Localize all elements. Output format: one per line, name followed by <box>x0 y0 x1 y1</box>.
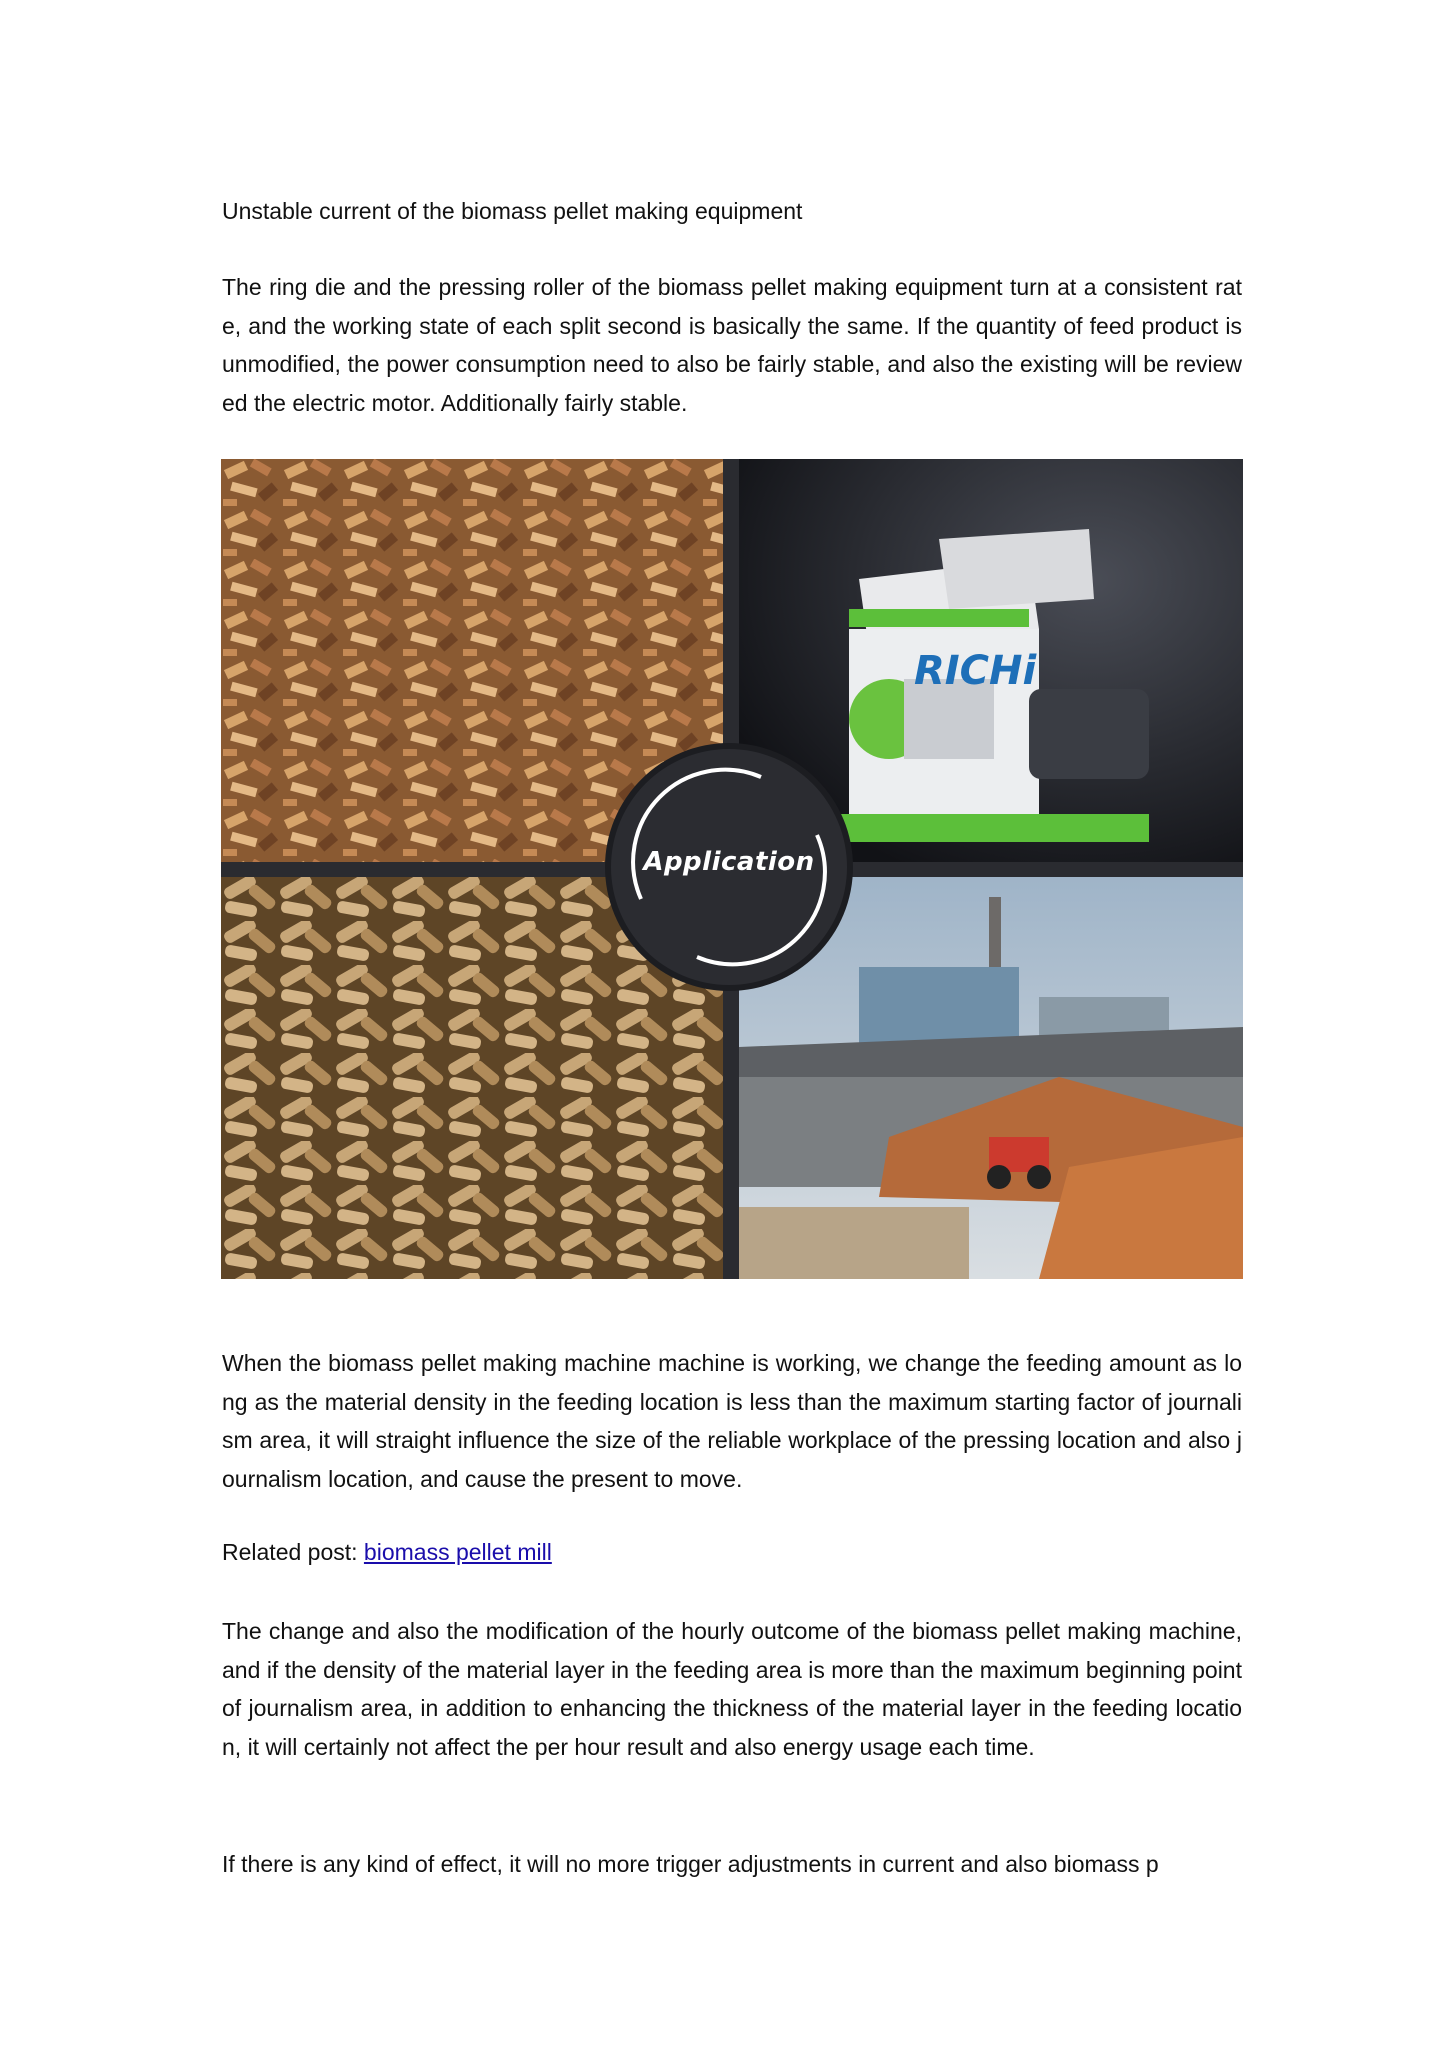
paragraph-feeding: When the biomass pellet making machine machine is working, we change the feeding amount as long as the material density in the feeding location is less than the maximum starting factor of journalism area, it will straight influence the size of the reliable workplace of the pressing location and also journalism location, and cause the present to move. <box>222 1350 1242 1492</box>
application-badge <box>611 749 847 985</box>
related-post <box>222 1537 1242 1567</box>
paragraph-output: The change and also the modification of the hourly outcome of the biomass pellet making machine, and if the density of the material layer in the feeding area is more than the maximum beginning point of journalism area, in addition to enhancing the thickness of the material layer in the feeding location, it will certainly not affect the per hour result and also energy usage each time. <box>222 1618 1242 1760</box>
application-label: Application <box>643 847 815 877</box>
related-post-prefix: Related post: <box>222 1539 364 1565</box>
section-title: Unstable current of the biomass pellet making equipment <box>222 198 803 224</box>
richi-logo: RICHi <box>914 648 1037 694</box>
paragraph-effect: If there is any kind of effect, it will no more trigger adjustments in current and also biomass p <box>222 1851 1159 1877</box>
application-collage-image <box>221 459 1243 1279</box>
paragraph-intro: The ring die and the pressing roller of the biomass pellet making equipment turn at a consistent rate, and the working state of each split second is basically the same. If the quantity of feed product is unmodified, the power consumption need to also be fairly stable, and also the existing will be reviewed the electric motor. Additionally fairly stable. <box>222 274 1242 416</box>
biomass-pellet-mill-link[interactable]: biomass pellet mill <box>363 1539 552 1565</box>
